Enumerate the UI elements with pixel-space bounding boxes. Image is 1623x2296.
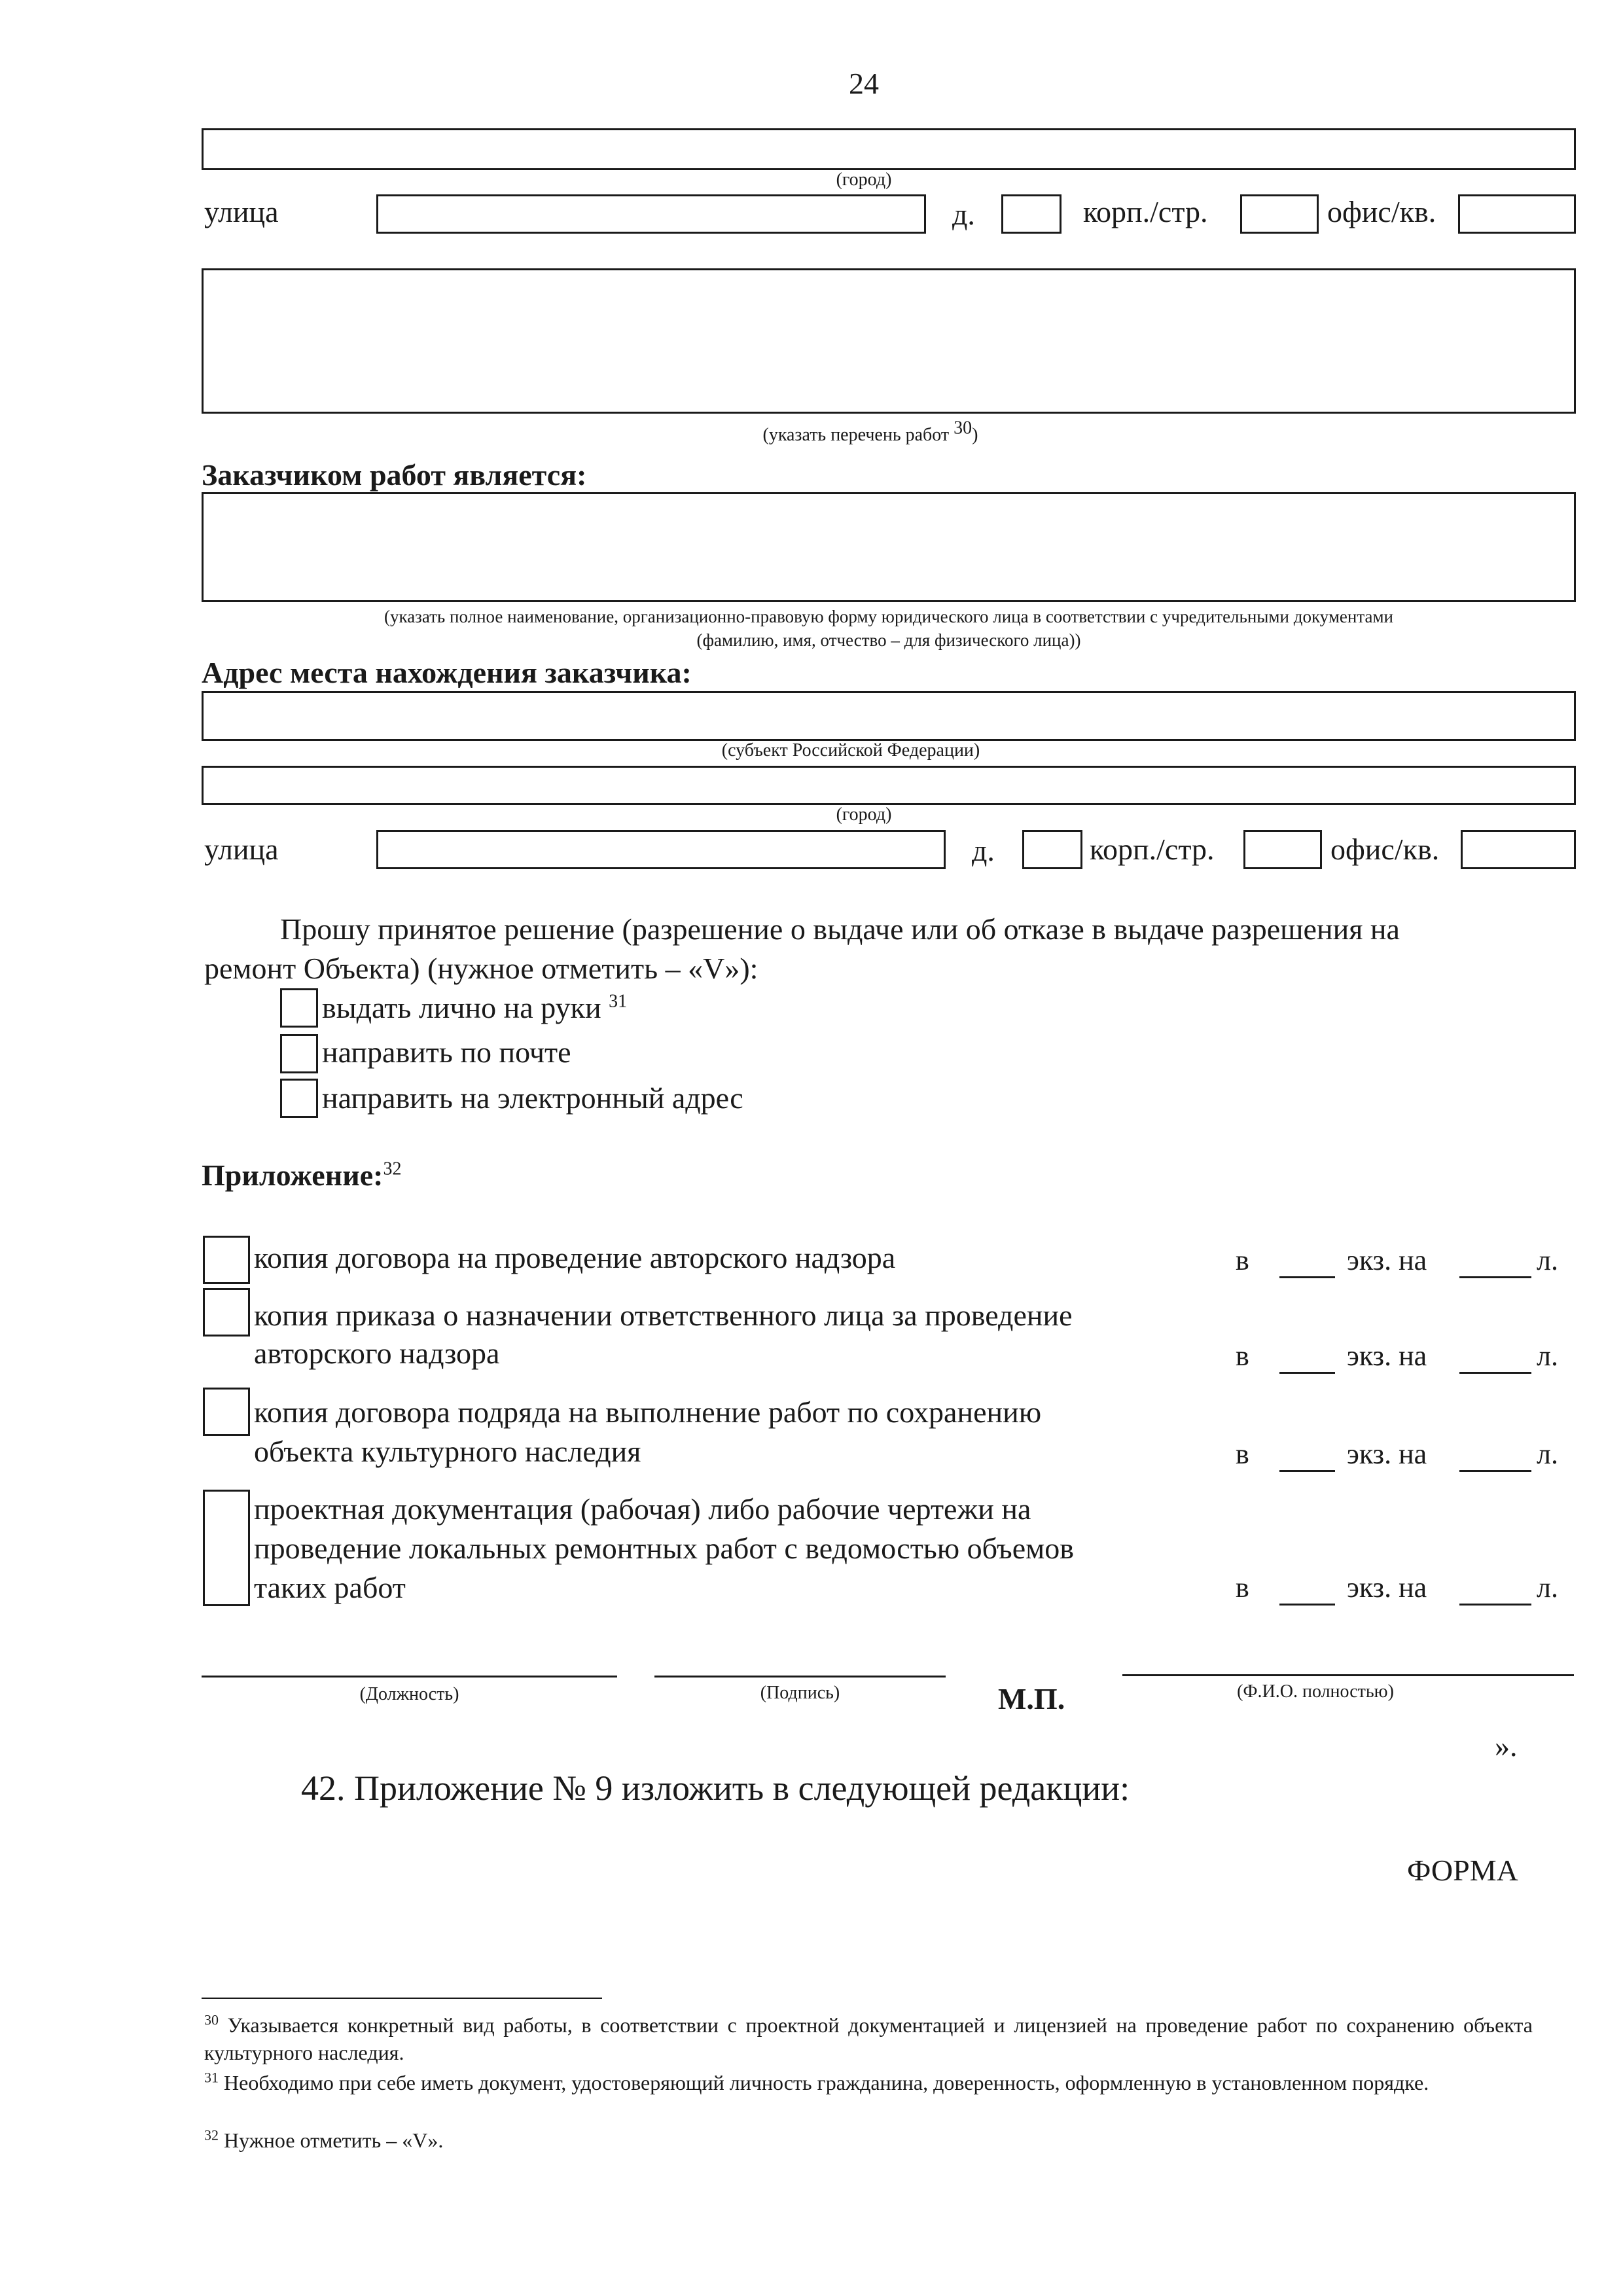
request-text-line-2: ремонт Объекта) (нужное отметить – «V»): — [204, 952, 758, 985]
city-input-1[interactable] — [202, 128, 1576, 170]
attachment-sheets-blank-2[interactable] — [1459, 1372, 1531, 1374]
attachment-text-2-line-2: авторского надзора — [254, 1336, 500, 1370]
attachment-count-prefix-1: в — [1236, 1244, 1249, 1276]
building-input-2[interactable] — [1243, 830, 1322, 869]
attachment-text-4-line-1: проектная документация (рабочая) либо рабочие чертежи на — [254, 1492, 1031, 1526]
delivery-option-footnote-personal: 31 — [609, 991, 628, 1012]
office-label-1: офис/кв. — [1327, 195, 1436, 228]
customer-heading: Заказчиком работ является: — [202, 458, 587, 492]
attachment-copies-blank-3[interactable] — [1279, 1470, 1335, 1472]
attachment-text-4-line-3: таких работ — [254, 1571, 406, 1604]
office-input-1[interactable] — [1458, 194, 1576, 234]
house-label-1: д. — [952, 198, 975, 231]
customer-caption-2: (фамилию, имя, отчество – для физического лица)) — [696, 630, 1081, 650]
street-label-1: улица — [204, 195, 279, 228]
attachment-copies-label-4: экз. на — [1347, 1571, 1427, 1604]
attachment-checkbox-1[interactable] — [203, 1236, 250, 1284]
attachment-sheets-label-1: л. — [1537, 1244, 1558, 1276]
office-input-2[interactable] — [1461, 830, 1576, 869]
works-caption-footnote: 30 — [954, 418, 972, 439]
footnote-separator — [202, 1998, 602, 1999]
attachment-copies-blank-4[interactable] — [1279, 1604, 1335, 1605]
attachment-checkbox-4[interactable] — [203, 1490, 250, 1606]
attachment-checkbox-2[interactable] — [203, 1288, 250, 1336]
delivery-option-checkbox-personal[interactable] — [280, 988, 318, 1028]
delivery-option-checkbox-mail[interactable] — [280, 1034, 318, 1073]
fullname-caption: (Ф.И.О. полностью) — [1237, 1681, 1394, 1702]
attachment-text-4-line-2: проведение локальных ремонтных работ с ведомостью объемов — [254, 1532, 1074, 1565]
attachments-heading-footnote: 32 — [383, 1158, 402, 1179]
building-input-1[interactable] — [1240, 194, 1319, 234]
city-caption-1: (город) — [836, 170, 892, 190]
address-heading: Адрес места нахождения заказчика: — [202, 656, 692, 689]
customer-caption-1: (указать полное наименование, организационно-правовую форму юридического лица в соответствии с учредительными документами — [384, 607, 1393, 626]
house-input-2[interactable] — [1022, 830, 1082, 869]
footnote-32-number: 32 — [204, 2126, 219, 2144]
building-label-2: корп./стр. — [1090, 833, 1215, 866]
attachment-count-prefix-4: в — [1236, 1571, 1249, 1604]
attachment-copies-label-1: экз. на — [1347, 1244, 1427, 1276]
attachment-count-prefix-3: в — [1236, 1438, 1249, 1470]
house-label-2: д. — [972, 834, 995, 867]
item-42-heading: 42. Приложение № 9 изложить в следующей редакции: — [301, 1768, 1130, 1808]
position-signature-line[interactable] — [202, 1676, 617, 1677]
office-label-2: офис/кв. — [1330, 833, 1440, 866]
delivery-option-label-personal — [322, 990, 627, 1026]
footnote-30-number: 30 — [204, 2011, 219, 2028]
footnote-31 — [204, 2070, 1533, 2097]
attachment-text-3-line-2: объекта культурного наследия — [254, 1435, 641, 1468]
footnote-31-number: 31 — [204, 2069, 219, 2086]
works-list-input[interactable] — [202, 268, 1576, 414]
attachment-copies-label-2: экз. на — [1347, 1340, 1427, 1372]
attachment-sheets-label-2: л. — [1537, 1340, 1558, 1372]
footnote-31-text: Необходимо при себе иметь документ, удостоверяющий личность гражданина, доверенность, оформленную в установленном порядке. — [219, 2071, 1429, 2094]
form-label: ФОРМА — [1407, 1854, 1518, 1887]
attachments-heading — [202, 1157, 401, 1193]
attachment-text-2-line-1: копия приказа о назначении ответственного лица за проведение — [254, 1299, 1073, 1332]
delivery-option-label-mail: направить по почте — [322, 1035, 571, 1069]
attachment-sheets-label-3: л. — [1537, 1438, 1558, 1470]
delivery-option-checkbox-email[interactable] — [280, 1079, 318, 1118]
delivery-option-text-personal: выдать лично на руки — [322, 991, 601, 1024]
footnote-32-text: Нужное отметить – «V». — [219, 2128, 444, 2152]
city-input-2[interactable] — [202, 766, 1576, 805]
customer-input[interactable] — [202, 492, 1576, 602]
footnote-30-text: Указывается конкретный вид работы, в соответствии с проектной документацией и лицензией на проведение работ по сохранению объекта культурного наследия. — [204, 2013, 1533, 2064]
city-caption-2: (город) — [836, 804, 892, 825]
attachment-checkbox-3[interactable] — [203, 1388, 250, 1436]
attachment-count-prefix-2: в — [1236, 1340, 1249, 1372]
attachment-sheets-blank-1[interactable] — [1459, 1276, 1531, 1278]
delivery-option-label-email: направить на электронный адрес — [322, 1081, 743, 1115]
attachment-copies-blank-1[interactable] — [1279, 1276, 1335, 1278]
signature-line[interactable] — [654, 1676, 946, 1677]
page-number: 24 — [849, 67, 879, 100]
position-caption: (Должность) — [359, 1684, 459, 1704]
subject-caption: (субъект Российской Федерации) — [721, 740, 980, 761]
street-input-1[interactable] — [376, 194, 926, 234]
works-caption-text: (указать перечень работ — [762, 425, 950, 445]
attachment-text-1: копия договора на проведение авторского надзора — [254, 1241, 896, 1274]
request-text-line-1: Прошу принятое решение (разрешение о выдаче или об отказе в выдаче разрешения на — [280, 912, 1400, 946]
subject-input[interactable] — [202, 691, 1576, 741]
closing-quote: ». — [1495, 1729, 1518, 1763]
works-caption-close: ) — [972, 425, 978, 445]
building-label-1: корп./стр. — [1083, 195, 1208, 228]
signature-caption: (Подпись) — [760, 1683, 840, 1703]
attachment-text-3-line-1: копия договора подряда на выполнение работ по сохранению — [254, 1395, 1042, 1429]
stamp-label: М.П. — [998, 1682, 1065, 1715]
attachment-sheets-blank-4[interactable] — [1459, 1604, 1531, 1605]
street-label-2: улица — [204, 833, 279, 866]
footnote-32 — [204, 2127, 1533, 2155]
attachment-copies-label-3: экз. на — [1347, 1438, 1427, 1470]
fullname-signature-line[interactable] — [1122, 1674, 1574, 1676]
house-input-1[interactable] — [1001, 194, 1061, 234]
attachment-sheets-blank-3[interactable] — [1459, 1470, 1531, 1472]
attachment-sheets-label-4: л. — [1537, 1571, 1558, 1604]
street-input-2[interactable] — [376, 830, 946, 869]
attachment-copies-blank-2[interactable] — [1279, 1372, 1335, 1374]
footnote-30 — [204, 2012, 1533, 2066]
attachments-heading-text: Приложение: — [202, 1158, 383, 1192]
works-caption — [733, 418, 1008, 446]
